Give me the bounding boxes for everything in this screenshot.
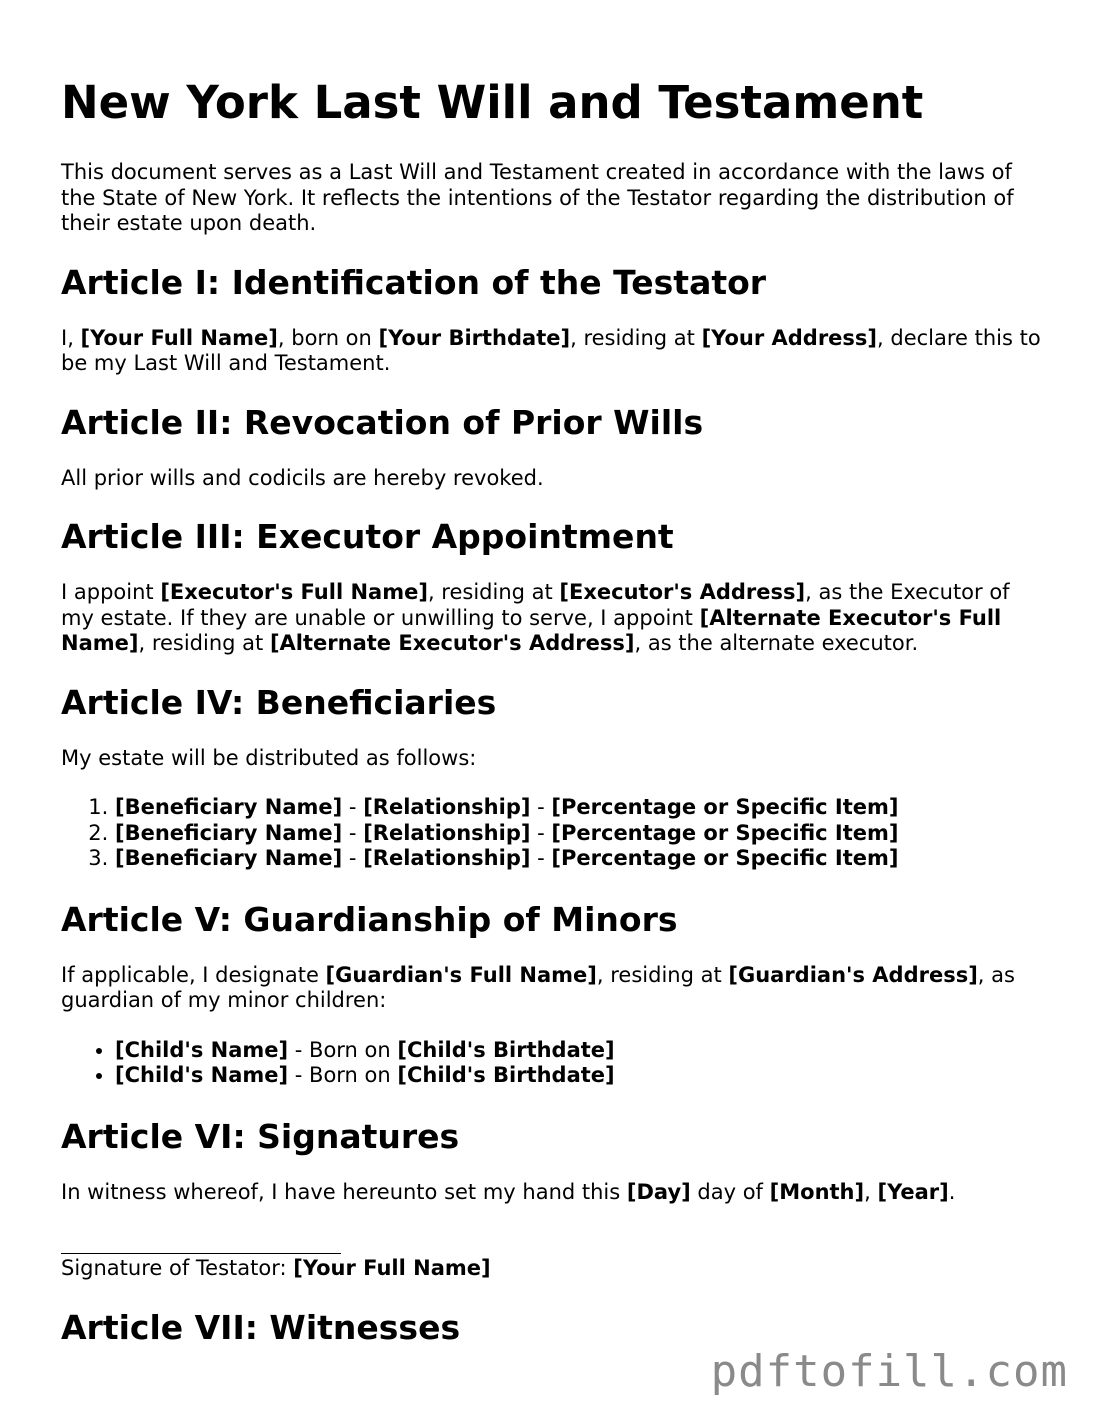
signature-line [61,1253,341,1254]
article-4-heading: Article IV: Beneficiaries [61,682,497,722]
article-6-heading: Article VI: Signatures [61,1116,460,1156]
article-2-heading: Article II: Revocation of Prior Wills [61,402,704,442]
article-6-paragraph: In witness whereof, I have hereunto set my hand this [Day] day of [Month], [Year]. [61,1179,956,1204]
signature-caption: Signature of Testator: [Your Full Name] [61,1256,491,1280]
beneficiary-item: 2. [Beneficiary Name] - [Relationship] - [Percentage or Specific Item] [115,821,1046,847]
field-alternate-executor-address: [Alternate Executor's Address] [269,631,635,655]
intro-paragraph: This document serves as a Last Will and Testament created in accordance with the laws of the State of New York. It reflects the intentions of the Testator regarding the distribution of their estate upon death. [61,160,1014,235]
beneficiary-item: 1. [Beneficiary Name] - [Relationship] - [Percentage or Specific Item] [115,795,1046,821]
document-title: New York Last Will and Testament [61,76,924,129]
field-signature-name: [Your Full Name] [293,1256,491,1280]
watermark: pdftofill.com [710,1346,1068,1397]
article-1-paragraph: I, [Your Full Name], born on [Your Birthdate], residing at [Your Address], declare this to be my Last Will and Testament. [61,325,1041,375]
field-day: [Day] [626,1179,691,1204]
child-item: • [Child's Name] - Born on [Child's Birthdate] [115,1063,1046,1089]
field-year: [Year] [877,1179,949,1204]
document-page [61,72,1046,1371]
article-5-heading: Article V: Guardianship of Minors [61,899,678,939]
article-5-paragraph: If applicable, I designate [Guardian's Full Name], residing at [Guardian's Address], as guardian of my minor children: [61,962,1015,1012]
field-guardian-name: [Guardian's Full Name] [325,962,597,987]
field-executor-name: [Executor's Full Name] [160,580,428,604]
field-your-birthdate: [Your Birthdate] [378,325,571,350]
children-list [61,1038,1046,1089]
beneficiary-item: 3. [Beneficiary Name] - [Relationship] - [Percentage or Specific Item] [115,846,1046,872]
field-your-full-name: [Your Full Name] [80,325,278,350]
field-your-address: [Your Address] [701,325,878,350]
article-2-paragraph: All prior wills and codicils are hereby revoked. [61,465,544,490]
article-3-heading: Article III: Executor Appointment [61,517,674,556]
child-item: • [Child's Name] - Born on [Child's Birthdate] [115,1038,1046,1064]
article-4-intro: My estate will be distributed as follows: [61,745,477,770]
field-alternate-executor-name: [Alternate Executor's Full Name] [61,605,1002,655]
field-executor-address: [Executor's Address] [559,580,806,604]
field-guardian-address: [Guardian's Address] [728,962,978,987]
beneficiary-list [61,795,1046,872]
article-1-heading: Article I: Identification of the Testator [61,262,767,302]
field-month: [Month] [769,1179,865,1204]
article-3-paragraph: I appoint [Executor's Full Name], residing at [Executor's Address], as the Executor of my estate. If they are unable or unwilling to serve, I appoint [Alternate Executor's Full Name], residing at [Alternate Executor's Address], as the alternate executor. [61,580,1010,655]
article-7-heading: Article VII: Witnesses [61,1307,461,1347]
